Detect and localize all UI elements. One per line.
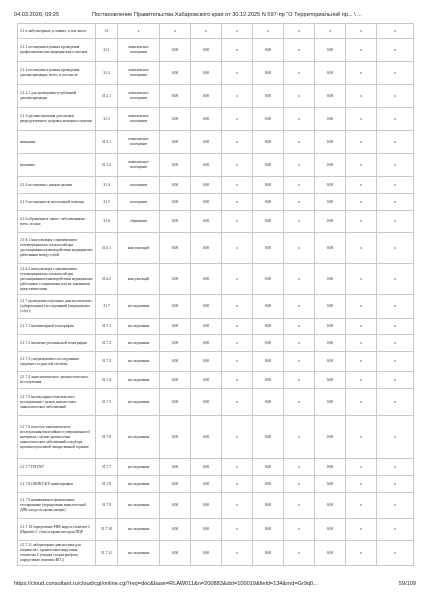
row-number-cell: 31.3 (96, 108, 118, 131)
value-cell: 0,00 (315, 476, 346, 493)
value-cell: х (284, 264, 315, 295)
value-cell: 0,00 (253, 319, 284, 335)
value-cell: х (346, 476, 377, 493)
value-cell: 0,00 (191, 233, 222, 264)
value-cell: 0,00 (253, 85, 284, 108)
value-cell: х (377, 295, 414, 319)
value-cell: х (377, 211, 414, 233)
value-cell: х (284, 389, 315, 416)
row-number-cell: 31.7.11 (96, 541, 118, 566)
unit-cell: комплексное посещение (118, 131, 160, 154)
value-cell: х (377, 319, 414, 335)
row-name-cell: 2.1.7.10 определение РНК вируса гепатита C (Hepatitis C virus) в крови методом ПЦР (18, 519, 96, 541)
value-cell: 0,00 (253, 459, 284, 476)
row-name-cell: 2.1.7.5 молекулярно-генетического исследования с целью диагностики онкологических заболеваний (18, 389, 96, 416)
value-cell: х (346, 541, 377, 566)
value-cell: х (377, 264, 414, 295)
value-cell: х (377, 459, 414, 476)
value-cell: х (284, 194, 315, 211)
value-cell: х (253, 24, 284, 39)
value-cell: 0,00 (315, 194, 346, 211)
financing-table (17, 23, 414, 566)
row-name-cell: 2.1.4 посещения с иными целями (18, 177, 96, 194)
value-cell: 0,00 (315, 519, 346, 541)
value-cell: 0,00 (160, 416, 191, 459)
row-number-cell: 31.7.7 (96, 459, 118, 476)
row-name-cell: 2.1.6.1 консультация с применением телемедицинских технологий при дистанционном взаимодействии медицинских работников между собой (18, 233, 96, 264)
value-cell: 0,00 (191, 295, 222, 319)
unit-cell: обращение (118, 211, 160, 233)
table-row (18, 211, 414, 233)
value-cell: 0,00 (191, 519, 222, 541)
unit-cell: исследования (118, 459, 160, 476)
value-cell: 0,00 (253, 335, 284, 352)
value-cell: 0,00 (253, 295, 284, 319)
table-row (18, 85, 414, 108)
value-cell: 0,00 (315, 108, 346, 131)
table-row (18, 372, 414, 389)
row-number-cell: 31.7.5 (96, 389, 118, 416)
unit-cell: исследования (118, 372, 160, 389)
unit-cell: исследования (118, 416, 160, 459)
value-cell: 0,00 (191, 416, 222, 459)
unit-cell: консультаций (118, 264, 160, 295)
table-body (18, 24, 414, 566)
table-row (18, 416, 414, 459)
value-cell: х (222, 459, 253, 476)
value-cell: 0,00 (315, 39, 346, 62)
row-number-cell: 31.7.3 (96, 352, 118, 372)
value-cell: 0,00 (160, 85, 191, 108)
value-cell: 0,00 (315, 295, 346, 319)
value-cell: 0,00 (160, 62, 191, 85)
value-cell: 0,00 (160, 389, 191, 416)
unit-cell: исследования (118, 352, 160, 372)
value-cell: х (284, 131, 315, 154)
value-cell: х (284, 85, 315, 108)
value-cell: х (346, 519, 377, 541)
value-cell: 0,00 (315, 372, 346, 389)
value-cell: х (222, 233, 253, 264)
value-cell: х (284, 519, 315, 541)
value-cell: 0,00 (315, 319, 346, 335)
row-number-cell: 31.5 (96, 194, 118, 211)
value-cell: х (377, 85, 414, 108)
unit-cell: комплексное посещение (118, 62, 160, 85)
row-name-cell: 2.1.3 диспансеризация для оценки репродуктивного здоровья женщин и мужчин (18, 108, 96, 131)
row-number-cell: 31.1 (96, 39, 118, 62)
value-cell: 0,00 (253, 476, 284, 493)
table-row (18, 476, 414, 493)
value-cell: 0,00 (191, 108, 222, 131)
row-number-cell: 31.7.10 (96, 519, 118, 541)
row-number-cell: 31.3.1 (96, 131, 118, 154)
row-number-cell: 31 (96, 24, 118, 39)
row-name-cell: 2.1.6.2 консультация с применением телемедицинских технологий при дистанционном взаимодействии медицинских работников с пациентами или их законными представителями (18, 264, 96, 295)
row-name-cell: 2.1.7.6 патолого-анатомического исследования биопсийного (операционного) материала с целью диагностики онкологических заболеваний и подбора противоопухолевой лекарственной терапии (18, 416, 96, 459)
unit-cell: комплексное посещение (118, 108, 160, 131)
value-cell: х (222, 24, 253, 39)
value-cell: 0,00 (160, 39, 191, 62)
value-cell: х (222, 476, 253, 493)
value-cell: х (222, 319, 253, 335)
unit-cell: исследования (118, 335, 160, 352)
value-cell: 0,00 (253, 519, 284, 541)
value-cell: х (222, 372, 253, 389)
unit-cell: исследования (118, 493, 160, 519)
value-cell: 0,00 (160, 194, 191, 211)
value-cell: х (222, 389, 253, 416)
value-cell: х (346, 108, 377, 131)
value-cell: 0,00 (315, 493, 346, 519)
value-cell: х (346, 493, 377, 519)
unit-cell: х (118, 24, 160, 39)
value-cell: 0,00 (191, 39, 222, 62)
print-header (14, 12, 416, 22)
unit-cell: исследования (118, 541, 160, 566)
table-row (18, 519, 414, 541)
value-cell: 0,00 (160, 459, 191, 476)
value-cell: 0,00 (160, 372, 191, 389)
table-row (18, 108, 414, 131)
value-cell: х (222, 352, 253, 372)
row-name-cell: 2.1.7.9 неинвазивное пренатальное тестирование (определение внеклеточной ДНК плода по крови матери) (18, 493, 96, 519)
value-cell: х (377, 519, 414, 541)
row-number-cell: 31.2.1 (96, 85, 118, 108)
row-number-cell: 31.7 (96, 295, 118, 319)
table-row (18, 24, 414, 39)
value-cell: х (377, 335, 414, 352)
value-cell: 0,00 (160, 154, 191, 177)
value-cell: 0,00 (191, 476, 222, 493)
document-title: Постановление Правительства Хабаровского края от 30.12.2025 N 597-пр "О Территориальной пр... \ ... (92, 12, 362, 18)
value-cell: х (377, 194, 414, 211)
value-cell: х (346, 211, 377, 233)
value-cell: 0,00 (253, 131, 284, 154)
value-cell: х (222, 211, 253, 233)
value-cell: 0,00 (315, 177, 346, 194)
unit-cell: посещение (118, 177, 160, 194)
table-row (18, 335, 414, 352)
value-cell: х (222, 39, 253, 62)
row-name-cell: 2.1.7.11 лабораторная диагностика для пациентов с хроническим вирусным гепатитом C (оценка стадии фиброза, определение генотипа ВГС) (18, 541, 96, 566)
value-cell: х (284, 108, 315, 131)
value-cell: х (222, 194, 253, 211)
value-cell: х (346, 177, 377, 194)
value-cell: х (346, 24, 377, 39)
row-number-cell: 31.6 (96, 211, 118, 233)
value-cell: 0,00 (253, 372, 284, 389)
value-cell: х (284, 177, 315, 194)
value-cell: х (160, 24, 191, 39)
value-cell: х (346, 233, 377, 264)
value-cell: 0,00 (315, 352, 346, 372)
value-cell: х (284, 459, 315, 476)
value-cell: 0,00 (253, 154, 284, 177)
value-cell: 0,00 (191, 335, 222, 352)
value-cell: х (284, 416, 315, 459)
value-cell: 0,00 (160, 233, 191, 264)
value-cell: 0,00 (315, 416, 346, 459)
value-cell: х (222, 131, 253, 154)
value-cell: х (346, 459, 377, 476)
value-cell: 0,00 (160, 493, 191, 519)
value-cell: 0,00 (191, 177, 222, 194)
value-cell: х (346, 389, 377, 416)
unit-cell: исследования (118, 389, 160, 416)
value-cell: 0,00 (315, 541, 346, 566)
unit-cell: комплексное посещение (118, 39, 160, 62)
value-cell: х (222, 416, 253, 459)
value-cell: 0,00 (191, 154, 222, 177)
row-number-cell: 31.2 (96, 62, 118, 85)
value-cell: 0,00 (160, 108, 191, 131)
value-cell: 0,00 (160, 335, 191, 352)
value-cell: х (284, 372, 315, 389)
value-cell: х (377, 62, 414, 85)
value-cell: х (377, 389, 414, 416)
value-cell: х (191, 24, 222, 39)
table-row (18, 177, 414, 194)
unit-cell: посещение (118, 194, 160, 211)
value-cell: х (222, 335, 253, 352)
table-row (18, 194, 414, 211)
value-cell: х (222, 295, 253, 319)
value-cell: х (377, 493, 414, 519)
value-cell: 0,00 (315, 459, 346, 476)
row-number-cell: 31.3.2 (96, 154, 118, 177)
value-cell: 0,00 (191, 319, 222, 335)
value-cell: х (377, 131, 414, 154)
value-cell: х (222, 177, 253, 194)
value-cell: 0,00 (160, 131, 191, 154)
value-cell: 0,00 (253, 233, 284, 264)
table-row (18, 352, 414, 372)
value-cell: 0,00 (160, 264, 191, 295)
value-cell: 0,00 (253, 39, 284, 62)
value-cell: х (284, 476, 315, 493)
value-cell: х (377, 108, 414, 131)
value-cell: 0,00 (253, 108, 284, 131)
value-cell: х (377, 372, 414, 389)
value-cell: 0,00 (191, 459, 222, 476)
row-name-cell: 2.1.6 обращения в связи с заболеваниями - всего, из них: (18, 211, 96, 233)
table-row (18, 154, 414, 177)
value-cell: х (284, 319, 315, 335)
value-cell: 0,00 (315, 154, 346, 177)
table-row (18, 264, 414, 295)
table-row (18, 541, 414, 566)
value-cell: х (377, 476, 414, 493)
print-footer (14, 581, 416, 591)
value-cell: х (284, 24, 315, 39)
value-cell: х (377, 416, 414, 459)
value-cell: х (377, 352, 414, 372)
value-cell: х (222, 62, 253, 85)
value-cell: 0,00 (315, 85, 346, 108)
row-name-cell: мужчины (18, 154, 96, 177)
unit-cell: исследования (118, 476, 160, 493)
value-cell: х (346, 131, 377, 154)
value-cell: х (346, 194, 377, 211)
value-cell: х (346, 335, 377, 352)
row-name-cell: 2.1.7.1 компьютерной томографии (18, 319, 96, 335)
value-cell: х (284, 39, 315, 62)
value-cell: х (346, 372, 377, 389)
value-cell: х (222, 519, 253, 541)
value-cell: х (284, 211, 315, 233)
value-cell: 0,00 (253, 541, 284, 566)
unit-cell: комплексное посещение (118, 85, 160, 108)
row-number-cell: 31.6.2 (96, 264, 118, 295)
value-cell: 0,00 (191, 131, 222, 154)
row-name-cell: 2.1.7.8 ОФЭКТ/КТ/сцинтиграфия (18, 476, 96, 493)
row-name-cell: 2.1.7.3 ультразвукового исследования сердечно-сосудистой системы (18, 352, 96, 372)
value-cell: х (346, 264, 377, 295)
value-cell: х (346, 62, 377, 85)
row-number-cell: 31.7.4 (96, 372, 118, 389)
value-cell: х (346, 154, 377, 177)
value-cell: 0,00 (315, 131, 346, 154)
value-cell: х (377, 233, 414, 264)
value-cell: х (346, 85, 377, 108)
print-datetime: 04.03.2026, 09:25 (14, 12, 60, 18)
value-cell: 0,00 (315, 62, 346, 85)
value-cell: х (346, 319, 377, 335)
source-url-link[interactable]: https://cloud.consultant.ru/cloud/cgi/online.cgi?req=doc&base=RLAW011&n=200883&dst=100019&field=134&rnd=Gr9q0... (14, 581, 318, 587)
value-cell: 0,00 (253, 389, 284, 416)
unit-cell: исследования (118, 519, 160, 541)
value-cell: 0,00 (315, 211, 346, 233)
value-cell: 0,00 (160, 476, 191, 493)
value-cell: 0,00 (191, 541, 222, 566)
value-cell: 0,00 (315, 233, 346, 264)
value-cell: х (346, 352, 377, 372)
row-name-cell: 2.1.7 проведение отдельных диагностических (лабораторных) исследований (медицинских услуг): (18, 295, 96, 319)
value-cell: х (377, 177, 414, 194)
value-cell: 0,00 (191, 352, 222, 372)
value-cell: х (284, 335, 315, 352)
row-number-cell: 31.7.6 (96, 416, 118, 459)
row-name-cell: 2.1.7.2 магнитно-резонансной томографии (18, 335, 96, 352)
table-row (18, 295, 414, 319)
row-number-cell: 31.7.8 (96, 476, 118, 493)
unit-cell: исследования (118, 295, 160, 319)
table-row (18, 39, 414, 62)
value-cell: х (346, 295, 377, 319)
row-name-cell: 2.1.7.4 эндоскопического диагностического исследования (18, 372, 96, 389)
value-cell: х (284, 295, 315, 319)
table-row (18, 233, 414, 264)
value-cell: х (315, 24, 346, 39)
value-cell: 0,00 (191, 85, 222, 108)
value-cell: 0,00 (315, 335, 346, 352)
value-cell: 0,00 (191, 372, 222, 389)
unit-cell: комплексное посещение (118, 154, 160, 177)
value-cell: 0,00 (160, 177, 191, 194)
value-cell: х (222, 541, 253, 566)
value-cell: х (284, 352, 315, 372)
page-number: 59/109 (398, 581, 416, 587)
value-cell: 0,00 (253, 62, 284, 85)
row-number-cell: 31.6.1 (96, 233, 118, 264)
value-cell: 0,00 (253, 211, 284, 233)
value-cell: х (222, 493, 253, 519)
value-cell: х (284, 541, 315, 566)
value-cell: х (346, 416, 377, 459)
value-cell: х (377, 541, 414, 566)
value-cell: 0,00 (191, 211, 222, 233)
value-cell: х (377, 24, 414, 39)
unit-cell: консультаций (118, 233, 160, 264)
row-number-cell: 31.7.9 (96, 493, 118, 519)
value-cell: 0,00 (191, 62, 222, 85)
value-cell: х (222, 108, 253, 131)
value-cell: х (284, 493, 315, 519)
row-number-cell: 31.7.2 (96, 335, 118, 352)
value-cell: х (222, 264, 253, 295)
table-row (18, 389, 414, 416)
value-cell: 0,00 (253, 264, 284, 295)
value-cell: 0,00 (253, 194, 284, 211)
value-cell: х (222, 154, 253, 177)
table-row (18, 459, 414, 476)
value-cell: 0,00 (160, 541, 191, 566)
row-name-cell: женщины (18, 131, 96, 154)
value-cell: х (284, 233, 315, 264)
row-name-cell: 2.1.2 посещения в рамках проведения диспансеризации, всего, в том числе: (18, 62, 96, 85)
value-cell: 0,00 (160, 352, 191, 372)
unit-cell: исследования (118, 319, 160, 335)
value-cell: 0,00 (191, 389, 222, 416)
table-row (18, 131, 414, 154)
value-cell: 0,00 (160, 295, 191, 319)
value-cell: 0,00 (253, 493, 284, 519)
value-cell: 0,00 (253, 352, 284, 372)
row-name-cell: 2.1.2.1 для проведения углубленной диспансеризации (18, 85, 96, 108)
value-cell: х (284, 154, 315, 177)
row-name-cell: 2.1.5 посещения по неотложной помощи (18, 194, 96, 211)
value-cell: х (377, 154, 414, 177)
value-cell: х (222, 85, 253, 108)
value-cell: 0,00 (315, 264, 346, 295)
row-number-cell: 31.7.1 (96, 319, 118, 335)
table-row (18, 319, 414, 335)
value-cell: 0,00 (315, 389, 346, 416)
table-row (18, 493, 414, 519)
value-cell: 0,00 (191, 194, 222, 211)
value-cell: 0,00 (160, 519, 191, 541)
value-cell: х (377, 39, 414, 62)
value-cell: 0,00 (191, 264, 222, 295)
value-cell: 0,00 (160, 211, 191, 233)
row-number-cell: 31.4 (96, 177, 118, 194)
value-cell: 0,00 (253, 177, 284, 194)
value-cell: 0,00 (160, 319, 191, 335)
row-name-cell: 2.1.1 посещения в рамках проведения профилактических медицинских осмотров (18, 39, 96, 62)
table-row (18, 62, 414, 85)
row-name-cell: 2.1.7.7 ПЭТ/КТ (18, 459, 96, 476)
value-cell: х (346, 39, 377, 62)
row-name-cell: 2.1 в амбулаторных условиях, в том числе: (18, 24, 96, 39)
value-cell: 0,00 (191, 493, 222, 519)
value-cell: х (284, 62, 315, 85)
value-cell: 0,00 (253, 416, 284, 459)
